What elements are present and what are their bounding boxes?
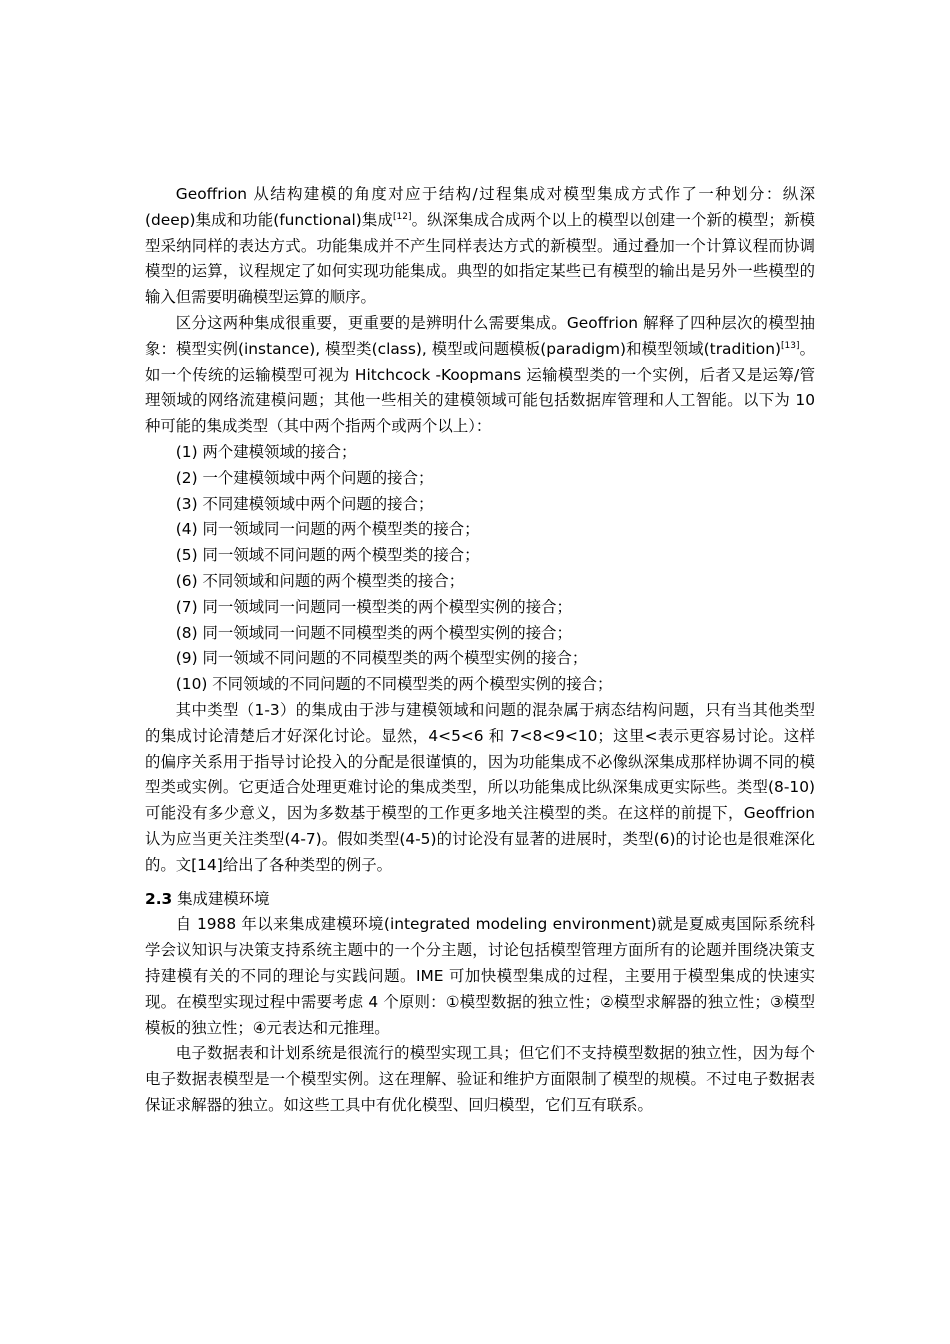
document-body [145, 182, 815, 1119]
list-item: (6) 不同领域和问题的两个模型类的接合； [175, 571, 465, 590]
list-item: (4) 同一领域同一问题的两个模型类的接合； [175, 520, 480, 539]
list-item: (10) 不同领域的不同问题的不同模型类的两个模型实例的接合； [175, 675, 613, 694]
list-item: (5) 同一领域不同问题的两个模型类的接合； [175, 546, 480, 565]
integration-type-list [145, 440, 815, 698]
paragraph-model-abstraction [145, 311, 815, 440]
section-heading [145, 887, 815, 913]
citation-ref: [13] [781, 340, 800, 351]
paragraph-text: 。如一个传统的运输模型可视为 Hitchcock -Koopmans 运输模型类的一个实例，后者又是运筹/管理领域的网络流建模问题；其他一些相关的建模领域可能包括数据库管理和人工智能。以下为 10 种可能的集成类型（其中两个指两个或两个以上）： [145, 339, 815, 436]
list-item: (1) 两个建模领域的接合； [175, 442, 357, 461]
section-title: 集成建模环境 [172, 889, 270, 908]
paragraph-ime: 自 1988 年以来集成建模环境(integrated modeling environment)就是夏威夷国际系统科学会议知识与决策支持系统主题中的一个分主题，讨论包括模型管理方面所有的论题并围绕决策支持建模有关的不同的理论与实践问题。IME 可加快模型集成的过程，主要用于模型集成的快速实现。在模型实现过程中需要考虑 4 个原则：①模型数据的独立性；②模型求解器的独立性；③模型模板的独立性；④元表达和元推理。 [145, 915, 815, 1037]
paragraph-spreadsheet: 电子数据表和计划系统是很流行的模型实现工具；但它们不支持模型数据的独立性，因为每个电子数据表模型是一个模型实例。这在理解、验证和维护方面限制了模型的规模。不过电子数据表保证求解器的独立。如这些工具中有优化模型、回归模型，它们互有联系。 [145, 1044, 815, 1114]
paragraph-text: 区分这两种集成很重要，更重要的是辨明什么需要集成。Geoffrion 解释了四种层次的模型抽象：模型实例(instance), 模型类(class), 模型或问题模板(paradigm)和模型领域(tradition) [145, 313, 815, 358]
list-item: (9) 同一领域不同问题的不同模型类的两个模型实例的接合； [175, 649, 588, 668]
paragraph-type-discussion: 其中类型（1-3）的集成由于涉与建模领域和问题的混杂属于病态结构问题，只有当其他类型的集成讨论清楚后才好深化讨论。显然，4<5<6 和 7<8<9<10；这里<表示更容易讨论。这样的偏序关系用于指导讨论投入的分配是很谨慎的，因为功能集成不必像纵深集成那样协调不同的模型类或实例。它更适合处理更难讨论的集成类型，所以功能集成比纵深集成更实际些。类型(8-10)可能没有多少意义，因为多数基于模型的工作更多地关注模型的类。在这样的前提下，Geoffrion 认为应当更关注类型(4-7)。假如类型(4-5)的讨论没有显著的进展时，类型(6)的讨论也是很难深化的。文[14]给出了各种类型的例子。 [145, 700, 815, 874]
list-item: (2) 一个建模领域中两个问题的接合； [175, 468, 434, 487]
list-item: (8) 同一领域同一问题不同模型类的两个模型实例的接合； [175, 623, 572, 642]
section-number: 2.3 [145, 889, 173, 908]
paragraph-text: Geoffrion 从结构建模的角度对应于结构/过程集成对模型集成方式作了一种划分：纵深(deep)集成和功能(functional)集成 [145, 185, 815, 229]
citation-ref: [12] [392, 211, 412, 222]
list-item: (7) 同一领域同一问题同一模型类的两个模型实例的接合； [175, 597, 572, 616]
paragraph-integration-types [145, 182, 815, 311]
list-item: (3) 不同建模领域中两个问题的接合； [175, 494, 434, 513]
paragraph-text: 。纵深集成合成两个以上的模型以创建一个新的模型；新模型采纳同样的表达方式。功能集成并不产生同样表达方式的新模型。通过叠加一个计算议程而协调模型的运算，议程规定了如何实现功能集成。典型的如指定某些已有模型的输出是另外一些模型的输入但需要明确模型运算的顺序。 [145, 210, 815, 307]
